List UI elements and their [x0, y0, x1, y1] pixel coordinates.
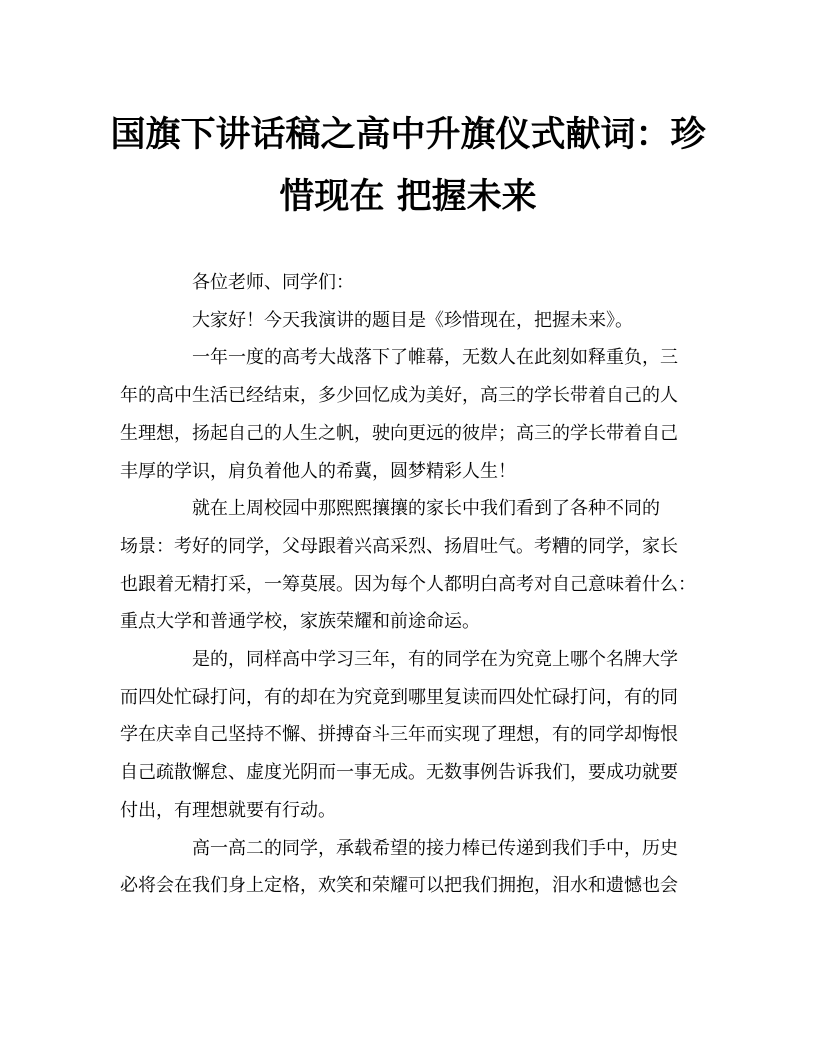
paragraph-line: 就在上周校园中那熙熙攘攘的家长中我们看到了各种不同的: [192, 498, 660, 520]
paragraph-line: 生理想，扬起自己的人生之帆，驶向更远的彼岸；高三的学长带着自己: [120, 422, 678, 444]
title-line-2: 惜现在 把握未来: [279, 176, 537, 217]
paragraph-line: 是的，同样高中学习三年，有的同学在为究竟上哪个名牌大学: [192, 649, 678, 671]
paragraph-line: 年的高中生活已经结束，多少回忆成为美好，高三的学长带着自己的人: [120, 385, 678, 407]
paragraph-line: 而四处忙碌打问，有的却在为究竟到哪里复读而四处忙碌打问，有的同: [120, 686, 678, 708]
paragraph-line: 学在庆幸自己坚持不懈、拼搏奋斗三年而实现了理想，有的同学却悔恨: [120, 724, 678, 746]
paragraph-1: [120, 302, 698, 340]
document-title: [110, 104, 706, 228]
paragraph-4: [120, 641, 698, 830]
paragraph-2: [120, 339, 698, 490]
paragraph-line: 自己疏散懈怠、虚度光阴而一事无成。无数事例告诉我们，要成功就要: [120, 762, 678, 784]
paragraph-line: 丰厚的学识，肩负着他人的希冀，圆梦精彩人生！: [120, 460, 516, 482]
paragraph-line: 一年一度的高考大战落下了帷幕，无数人在此刻如释重负，三: [192, 347, 678, 369]
document-body: [120, 264, 698, 905]
salutation: 各位老师、同学们：: [192, 272, 354, 293]
paragraph-line: 必将会在我们身上定格，欢笑和荣耀可以把我们拥抱，泪水和遗憾也会: [120, 875, 678, 897]
paragraph-line: 大家好！今天我演讲的题目是《珍惜现在，把握未来》。: [192, 309, 633, 331]
paragraph-line: 重点大学和普通学校，家族荣耀和前途命运。: [120, 611, 480, 633]
paragraph-line: 也跟着无精打采，一筹莫展。因为每个人都明白高考对自己意味着什么：: [120, 573, 696, 595]
paragraph-5: [120, 830, 698, 905]
paragraph-line: 高一高二的同学，承载希望的接力棒已传递到我们手中，历史: [192, 837, 678, 859]
paragraph-3: [120, 490, 698, 641]
paragraph-line: 场景：考好的同学，父母跟着兴高采烈、扬眉吐气。考糟的同学，家长: [120, 535, 678, 557]
paragraph-line: 付出，有理想就要有行动。: [120, 799, 336, 821]
title-line-1: 国旗下讲话稿之高中升旗仪式献词：珍: [110, 114, 706, 155]
